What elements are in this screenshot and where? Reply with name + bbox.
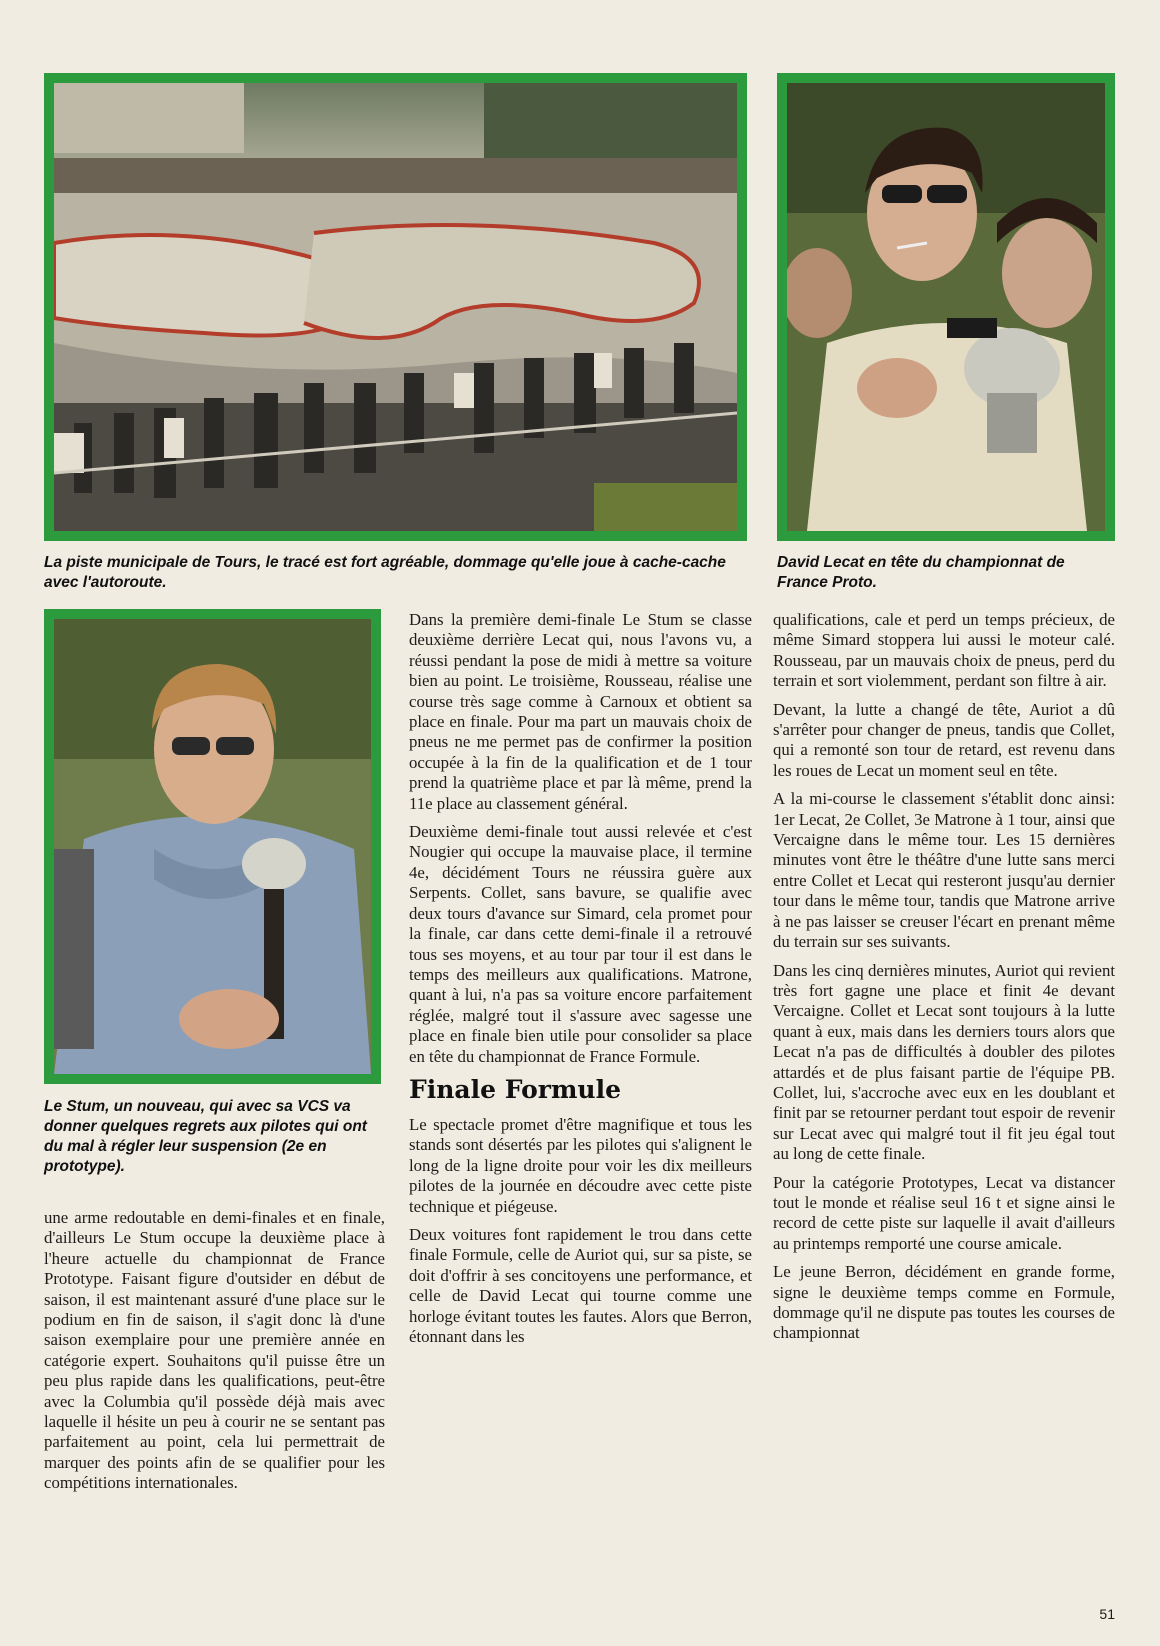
stum-photo-image	[54, 619, 371, 1074]
track-photo-caption: La piste municipale de Tours, le tracé est fort agréable, dommage qu'elle joue à cache-cache avec l'autoroute.	[44, 554, 726, 591]
page-number: 51	[1099, 1606, 1115, 1622]
stum-photo-caption: Le Stum, un nouveau, qui avec sa VCS va donner quelques regrets aux pilotes qui ont du mal à régler leur suspension (2e en prototype).	[44, 1098, 367, 1175]
section-heading: Finale Formule	[409, 1074, 621, 1104]
col2-paragraph: Deuxième demi-finale tout aussi relevée et c'est Nougier qui occupe la mauvaise place, il termine 4e, décidément Tours ne réussira guère aux Serpents. Collet, sans bavure, se qualifie avec deux tours d'avance sur Simard, cela promet pour la finale, car dans cette demi-finale il a retrouvé tous ses moyens, et au tour par tour il est dans le temps des meilleurs aux qualifications. Matrone, quant à lui, n'a pas sa voiture encore parfaitement réglée, malgré tout il s'assure avec sagesse une place en finale bien utile pour consolider sa place en tête du championnat de France Formule.	[409, 822, 752, 1066]
article-column-3	[773, 610, 1115, 1352]
col3-paragraph: qualifications, cale et perd un temps précieux, de même Simard stoppera lui aussi le moteur calé. Rousseau, par un mauvais choix de pneus, perd du terrain et sort violemment, perdant son filtre à air.	[773, 610, 1115, 691]
lecat-photo-image	[787, 83, 1105, 531]
article-column-2	[409, 610, 752, 1355]
col3-paragraph: Pour la catégorie Prototypes, Lecat va distancer tout le monde et réalise seul 16 t et signe ainsi le record de cette piste sur laquelle il avait d'ailleurs au printemps remporté une course amicale.	[773, 1172, 1115, 1253]
lecat-photo	[777, 73, 1115, 541]
col2-paragraph: Dans la première demi-finale Le Stum se classe deuxième derrière Lecat qui, nous l'avons vu, a réussi pendant la pose de midi à mettre sa voiture bien au point. Le troisième, Rousseau, réalise une course très sage comme à Carnoux et obtient sa place en finale. Pour ma part un mauvais choix de pneus ne me permet pas de confirmer la position occupée à la fin de la qualification et de 1 tour prend la quatrième place et par là même, prend la 11e place au classement général.	[409, 610, 752, 813]
lecat-photo-caption: David Lecat en tête du championnat de France Proto.	[777, 554, 1065, 591]
col1-paragraph: une arme redoutable en demi-finales et en finale, d'ailleurs Le Stum occupe la deuxième place à l'heure actuelle du championnat de France Prototype. Faisant figure d'outsider en début de saison, il est maintenant assuré d'une place sur le podium en fin de saison, il s'agit donc là d'une saison exemplaire pour une première année en catégorie expert. Souhaitons qu'il puisse être un peu plus rapide dans les qualifications, peut-être avec la Columbia qu'il possède déjà mais avec laquelle il hésite un peu à courir ne se sentant pas parfaitement au point, cela lui permettrait de marquer des points afin de se qualifier pour les compétitions internationales.	[44, 1208, 385, 1493]
col3-paragraph: Dans les cinq dernières minutes, Auriot qui revient très fort gagne une place et finit 4e devant Vercaigne. Collet et Lecat sont toujours à la lutte quant à eux, mais dans les derniers tours alors que Lecat n'a pas de difficultés à doubler des pilotes attardés et de plus faisant partie de l'équipe PB. Collet, lui, s'accroche avec eux en les doublant et finit par se retourner perdant tout espoir de revenir sur Lecat avec qui malgré tout il fit jeu égal tout au long de cette finale.	[773, 960, 1115, 1164]
col2-paragraph: Le spectacle promet d'être magnifique et tous les stands sont désertés par les pilotes qui s'alignent le long de la ligne droite pour voir les dix meilleurs pilotes de la journée en découdre avec cette piste technique et piégeuse.	[409, 1114, 752, 1216]
col3-paragraph: Devant, la lutte a changé de tête, Auriot a dû s'arrêter pour changer de pneus, tandis que Collet, qui a remonté son tour de retard, est revenu dans les roues de Lecat un moment seul en tête.	[773, 699, 1115, 780]
col3-paragraph: A la mi-course le classement s'établit donc ainsi: 1er Lecat, 2e Collet, 3e Matrone à 1 tour, ainsi que Vercaigne dans le même tour. Les 15 dernières minutes vont être le théâtre d'une lutte sans merci entre Collet et Lecat qui resteront jusqu'au dernier tour dans le même tour, tandis que Matrone arrive à ne pas laisser se creuser l'écart en prenant même du terrain sur ses suivants.	[773, 789, 1115, 952]
stum-photo	[44, 609, 381, 1084]
col3-paragraph: Le jeune Berron, décidément en grande forme, signe le deuxième temps comme en Formule, dommage qu'il ne dispute pas toutes les courses de championnat	[773, 1262, 1115, 1343]
track-photo	[44, 73, 747, 541]
col2-paragraph: Deux voitures font rapidement le trou dans cette finale Formule, celle de Auriot qui, sur sa piste, se doit d'offrir à ses concitoyens une performance, et celle de David Lecat qui tourne comme une horloge évitant toutes les fautes. Alors que Berron, étonnant dans les	[409, 1224, 752, 1346]
article-column-1	[44, 1208, 385, 1502]
track-photo-image	[54, 83, 737, 531]
